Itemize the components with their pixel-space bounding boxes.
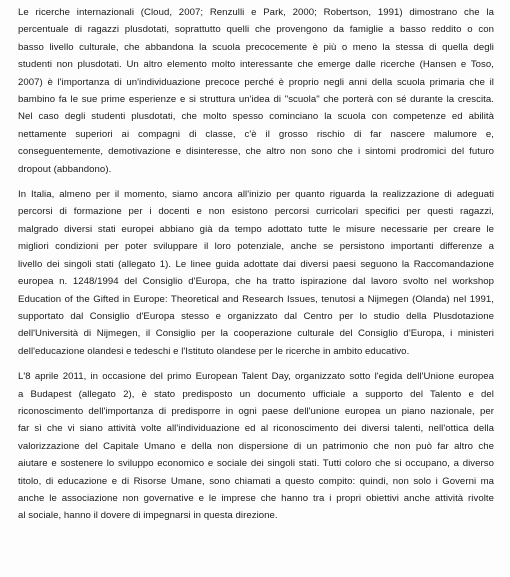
text-line: conseguentemente, demotivazione e disinteresse, che altro non sono che i sintomi prodromici del futuro — [18, 146, 494, 158]
text-line: percentuale di ragazzi plusdotati, soprattutto quelli che provengono da famiglie a basso reddito o con — [18, 24, 494, 36]
text-line: 2007) è l'importanza di un'individuazione precoce perché è proprio negli anni della scuola primaria che il — [18, 76, 494, 88]
text-line: aiutare e sostenere lo sviluppo economico e sociale dei singoli stati. Tutti coloro che si occupano, a diverso — [18, 458, 494, 470]
text-line: migliori condizioni per poter sviluppare il loro potenziale, anche se persistono importanti differenze a — [18, 241, 494, 253]
text-line: valorizzazione del Capitale Umano e della non dispersione di un patrimonio che non può far altro che — [18, 440, 494, 452]
text-line: basso livello culturale, che abbandona la scuola precocemente è più o meno la stessa di quella degli — [18, 41, 494, 53]
text-line: Education of the Gifted in Europe: Theoretical and Research Issues, tenutosi a Nijmegen (Olanda) nel 1991, — [18, 293, 494, 305]
text-line: percorsi di formazione per i docenti e non esistono percorsi curricolari specifici per questi ragazzi, — [18, 206, 494, 218]
text-line: riconoscimento dell'importanza di predisporre in ogni paese dell'unione europea un piano nazionale, per — [18, 405, 494, 417]
text-line: dropout (abbandono). — [18, 163, 112, 175]
text-line: anche le associazione non governative e le imprese che hanno tra i propri obiettivi anche attività rivolte — [18, 492, 494, 504]
text-line: livello dei singoli stati (allegato 1). Le linee guida adottate dai diversi paesi seguono la Raccomandazione — [18, 258, 494, 270]
text-line: Nel caso degli studenti plusdotati, che molto spesso cominciano la scuola con competenze ed abilità — [18, 111, 494, 123]
paragraph-research — [18, 4, 494, 178]
text-line: al sociale, hanno il dovere di impegnarsi in questa direzione. — [18, 510, 278, 522]
text-line: supportato dal Consiglio d'Europa stesso e organizzato dal Centro per lo studio della Plusdotazione — [18, 310, 494, 322]
text-line: europea n. 1248/1994 del Consiglio d'Europa, che ha tratto ispirazione dal lavoro svolto nel workshop — [18, 276, 494, 288]
text-line: L'8 aprile 2011, in occasione del primo European Talent Day, organizzato sotto l'egida dell'Unione europea — [18, 371, 494, 383]
text-line: malgrado diversi stati europei abbiano già da tempo adottato tutte le misure necessarie per creare le — [18, 223, 494, 235]
paragraph-italy — [18, 186, 494, 360]
text-line: far sì che vi siano attività volte all'individuazione ed al riconoscimento dei diversi talenti, nell'ottica della — [18, 423, 494, 435]
text-line: nettamente superiori ai compagni di classe, c'è il grosso rischio di far nascere malumore e, — [18, 128, 494, 140]
text-line: In Italia, almeno per il momento, siamo ancora all'inizio per quanto riguarda la realizzazione di adeguati — [18, 189, 494, 201]
text-line: studenti non plusdotati. Un altro elemento molto interessante che emerge dalle ricerche (Hansen e Toso, — [18, 59, 494, 71]
text-line: Le ricerche internazionali (Cloud, 2007; Renzulli e Park, 2000; Robertson, 1991) dimostrano che la — [18, 7, 494, 18]
text-line: bambino fa le sue prime esperienze e si struttura un'idea di "scuola" che porterà con sé durante la crescita. — [18, 94, 494, 106]
text-line: a Budapest (allegato 2), è stato predisposto un documento ufficiale a supporto del Talento e del — [18, 388, 494, 400]
text-line: titolo, di educazione e di Risorse Umane, sono chiamati a questo compito: quindi, non solo i Governi ma — [18, 475, 494, 487]
text-line: dell'educazione olandesi e tedeschi e l'Istituto olandese per le ricerche in ambito educativo. — [18, 345, 410, 357]
text-line: dell'Università di Nijmegen, il Consiglio per la cooperazione culturale del Consiglio d'Europa, i ministeri — [18, 328, 494, 340]
paragraph-talent-day — [18, 368, 494, 525]
